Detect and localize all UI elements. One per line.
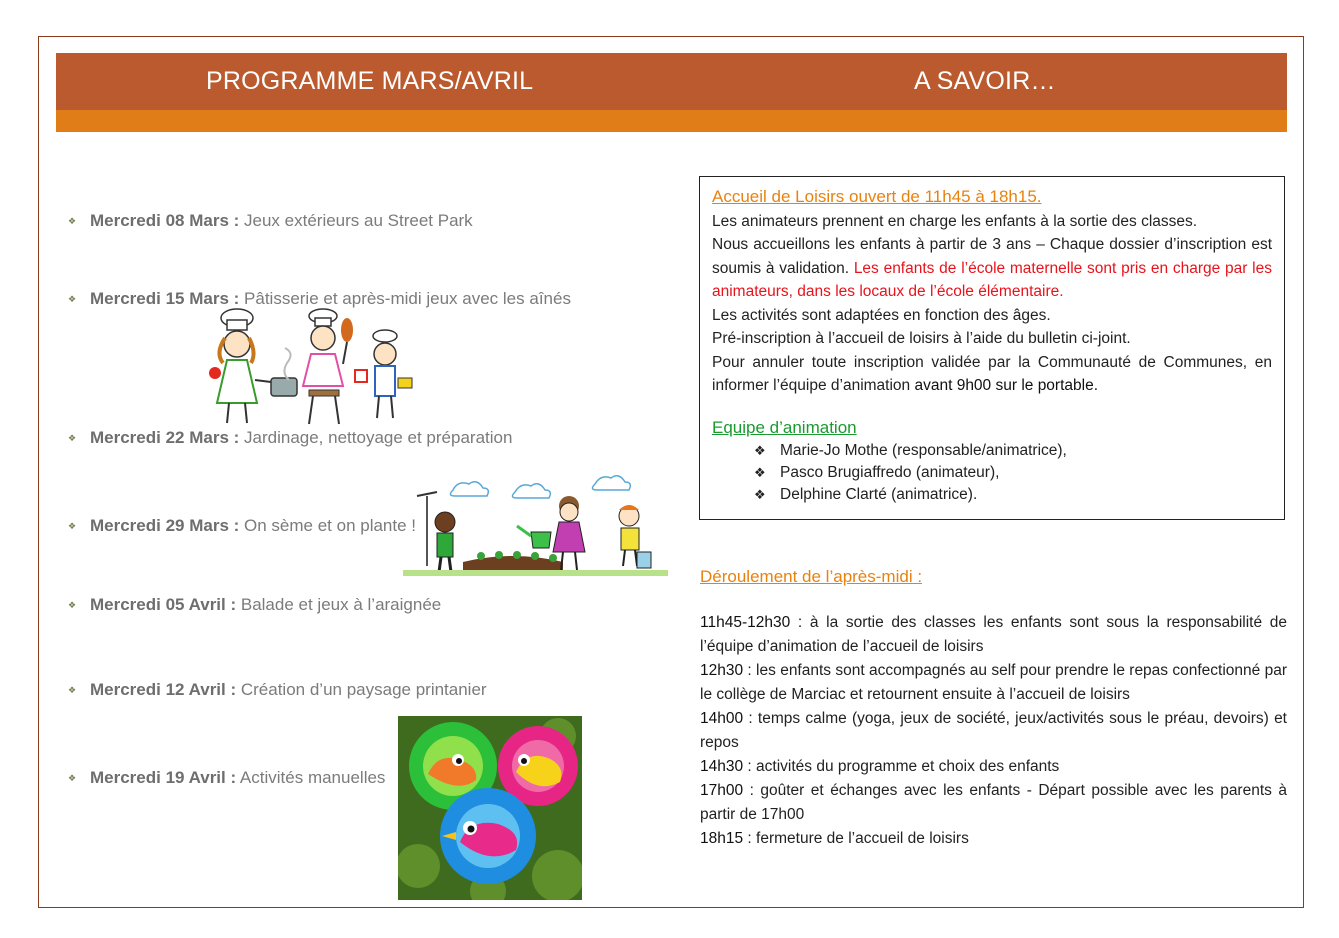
- small-diamond-icon: ❖: [68, 521, 77, 532]
- schedule-list: [700, 611, 1287, 851]
- four-diamond-icon: ❖: [754, 443, 766, 458]
- four-diamond-icon: ❖: [754, 487, 766, 502]
- cooking-children-illustration: [205, 308, 415, 428]
- schedule-item: [700, 659, 1287, 707]
- small-diamond-icon: ❖: [68, 216, 77, 227]
- program-activity: On sème et on plante !: [239, 516, 417, 535]
- schedule-time: 18h15: [700, 830, 744, 847]
- team-member: [754, 462, 1272, 484]
- paper-birds-craft-photo: [398, 716, 582, 900]
- team-member-name: Pasco Brugiaffredo (animateur),: [780, 464, 1000, 481]
- program-item: [68, 428, 512, 448]
- small-diamond-icon: ❖: [68, 600, 77, 611]
- info-line: Les animateurs prennent en charge les enfants à la sortie des classes.: [712, 212, 1198, 230]
- schedule-item: [700, 755, 1287, 779]
- program-item: [68, 680, 487, 700]
- schedule-time: 12h30: [700, 662, 744, 679]
- program-date: Mercredi 15 Mars :: [90, 289, 240, 308]
- schedule-text: : goûter et échanges avec les enfants - Départ possible avec les parents à partir de 17h00: [700, 782, 1287, 823]
- info-paragraph: [712, 351, 1272, 398]
- header-banner: [56, 53, 1287, 110]
- schedule-item: [700, 611, 1287, 659]
- four-diamond-icon: ❖: [754, 465, 766, 480]
- schedule-time: 17h00: [700, 782, 744, 799]
- small-diamond-icon: ❖: [68, 433, 77, 444]
- program-item: [68, 211, 473, 231]
- schedule-text: : à la sortie des classes les enfants sont sous la responsabilité de l’équipe d’animation de l’accueil de loisirs: [700, 614, 1287, 655]
- program-date: Mercredi 22 Mars :: [90, 428, 240, 447]
- schedule-text: : les enfants sont accompagnés au self pour prendre le repas confectionné par le collège de Marciac et retournent ensuite à l’accueil de loisirs: [700, 662, 1287, 703]
- cancel-deadline: avant 9h00 sur le portable.: [914, 377, 1099, 394]
- team-member-name: Marie-Jo Mothe (responsable/animatrice),: [780, 442, 1067, 459]
- info-text: Pour annuler toute inscription validée par la Communauté de Communes, en informer l’équipe d’animation: [712, 353, 1272, 394]
- info-line: Les activités sont adaptées en fonction des âges.: [712, 306, 1051, 324]
- program-activity: Création d’un paysage printanier: [236, 680, 487, 699]
- team-list: [712, 440, 1272, 506]
- team-member: [754, 440, 1272, 462]
- team-title: Equipe d’animation: [712, 417, 857, 437]
- program-date: Mercredi 19 Avril :: [90, 768, 237, 787]
- info-heading: A SAVOIR…: [914, 67, 1056, 95]
- schedule-title: Déroulement de l’après-midi :: [700, 567, 923, 586]
- program-date: Mercredi 05 Avril :: [90, 595, 237, 614]
- info-paragraph: [712, 233, 1272, 304]
- program-item: [68, 289, 571, 309]
- program-item: [68, 516, 416, 536]
- program-activity: Balade et jeux à l’araignée: [236, 595, 442, 614]
- small-diamond-icon: ❖: [68, 773, 77, 784]
- program-activity: Jeux extérieurs au Street Park: [239, 211, 473, 230]
- small-diamond-icon: ❖: [68, 294, 77, 305]
- program-activity: Pâtisserie et après-midi jeux avec les aînés: [239, 289, 571, 308]
- schedule-text: : activités du programme et choix des enfants: [743, 758, 1060, 775]
- header-strip: [56, 110, 1287, 132]
- maternelle-notice: Les enfants de l’école maternelle sont pris en charge par les animateurs, dans les locaux de l’école élémentaire.: [712, 259, 1272, 300]
- schedule-item: [700, 779, 1287, 827]
- schedule-time: 11h45-12h30: [700, 614, 791, 631]
- program-date: Mercredi 29 Mars :: [90, 516, 240, 535]
- info-box: [699, 176, 1285, 520]
- program-item: [68, 595, 441, 615]
- program-date: Mercredi 12 Avril :: [90, 680, 237, 699]
- gardening-children-illustration: [403, 466, 668, 596]
- program-activity: Activités manuelles: [236, 768, 386, 787]
- program-heading: PROGRAMME MARS/AVRIL: [206, 67, 534, 95]
- small-diamond-icon: ❖: [68, 685, 77, 696]
- schedule-item: [700, 827, 1287, 851]
- schedule-time: 14h00: [700, 710, 744, 727]
- info-text: Nous accueillons les enfants à partir de 3 ans – Chaque dossier d’inscription est soumis à validation.: [712, 236, 1272, 277]
- program-activity: Jardinage, nettoyage et préparation: [239, 428, 513, 447]
- info-line: Pré-inscription à l’accueil de loisirs à l’aide du bulletin ci-joint.: [712, 330, 1131, 347]
- schedule-text: : fermeture de l’accueil de loisirs: [743, 830, 969, 847]
- team-member-name: Delphine Clarté (animatrice).: [780, 486, 978, 503]
- schedule-time: 14h30: [700, 758, 744, 775]
- opening-hours-title: Accueil de Loisirs ouvert de 11h45 à 18h15.: [712, 187, 1042, 206]
- team-member: [754, 484, 1272, 506]
- program-item: [68, 768, 385, 788]
- schedule-item: [700, 707, 1287, 755]
- program-date: Mercredi 08 Mars :: [90, 211, 240, 230]
- schedule-text: : temps calme (yoga, jeux de société, jeux/activités sous le préau, devoirs) et repos: [700, 710, 1287, 751]
